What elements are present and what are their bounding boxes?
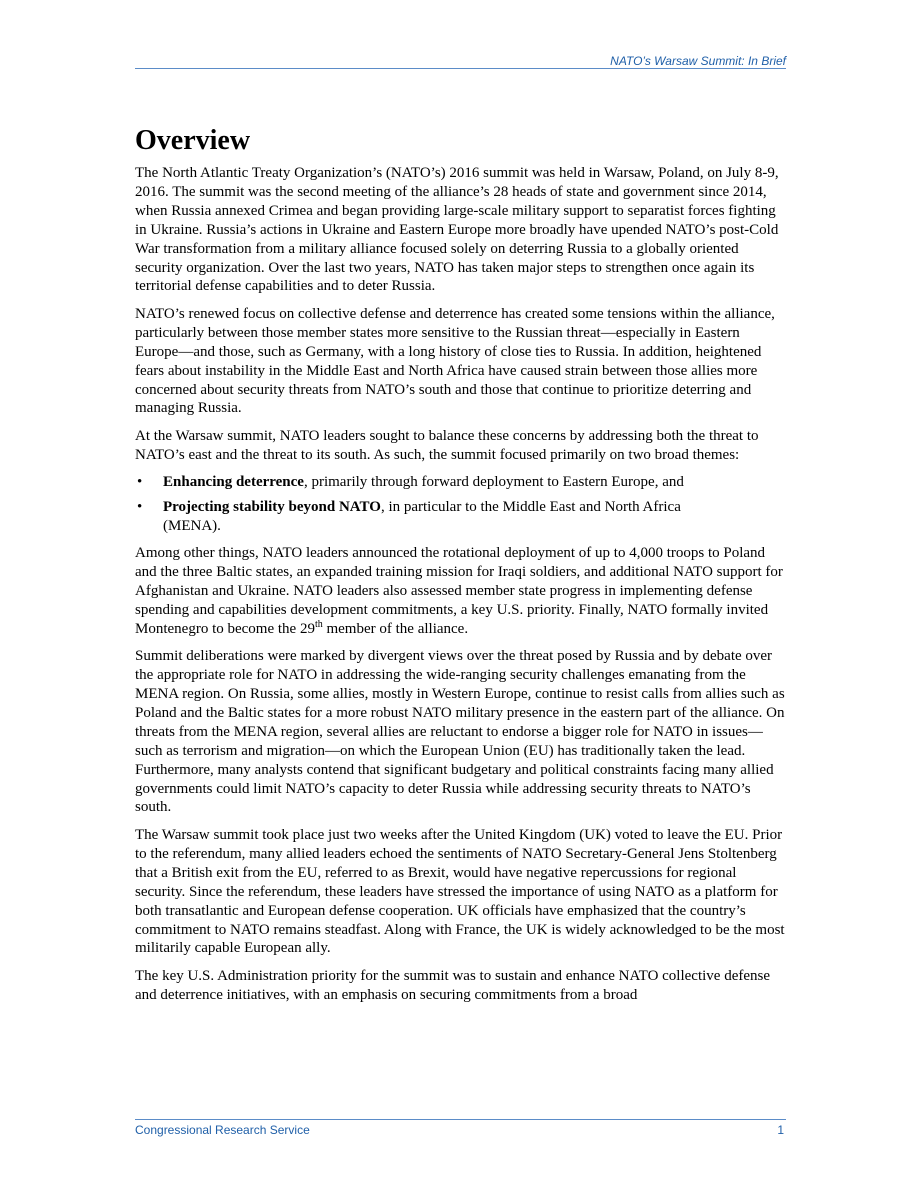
ordinal-superscript: th <box>314 618 323 630</box>
header-rule <box>135 68 786 69</box>
list-item <box>135 473 718 492</box>
footer-publisher: Congressional Research Service <box>135 1123 310 1137</box>
footer-rule <box>135 1119 786 1120</box>
paragraph-3: At the Warsaw summit, NATO leaders sought to balance these concerns by addressing both the threat to NATO’s east and the threat to its south. As such, the summit focused primarily on two broad themes: <box>135 427 759 463</box>
paragraph-4-text: Among other things, NATO leaders announced the rotational deployment of up to 4,000 troops to Poland and the three Baltic states, an expanded training mission for Iraqi soldiers, and additional NATO support for Afghanistan and Ukraine. NATO leaders also assessed member state progress in implementing defense spending and capabilities development commitments, a key U.S. priority. Finally, NATO formally invited Montenegro to become the 29 <box>135 545 783 637</box>
theme-list <box>135 473 786 536</box>
page-number: 1 <box>777 1123 784 1137</box>
paragraph-4 <box>135 544 786 639</box>
bullet-bold-term: Enhancing deterrence <box>163 474 304 491</box>
page-body <box>135 122 786 1013</box>
bullet-bold-term: Projecting stability beyond NATO <box>163 499 381 516</box>
bullet-marker: • <box>137 474 143 491</box>
section-title: Overview <box>135 125 251 156</box>
paragraph-2: NATO’s renewed focus on collective defense and deterrence has created some tensions within the alliance, particularly between those member states more sensitive to the Russian threat—especially in Eastern Europe—and those, such as Germany, with a long history of close ties to Russia. In addition, heightened fears about instability in the Middle East and North Africa have caused strain between those allies more concerned about security threats from NATO’s south and those that continue to prioritize deterring and managing Russia. <box>135 305 775 417</box>
list-item <box>135 498 718 536</box>
bullet-text: , in particular to the Middle East and North Africa (MENA). <box>163 499 681 535</box>
bullet-text: , primarily through forward deployment to Eastern Europe, and <box>303 474 684 491</box>
paragraph-7: The key U.S. Administration priority for the summit was to sustain and enhance NATO collective defense and deterrence initiatives, with an emphasis on securing commitments from a broad <box>135 967 771 1003</box>
paragraph-5: Summit deliberations were marked by divergent views over the threat posed by Russia and by debate over the appropriate role for NATO in addressing the wide-ranging security challenges emanating from the MENA region. On Russia, some allies, mostly in Western Europe, continue to resist calls from allies such as Poland and the Baltic states for a more robust NATO military presence in the eastern part of the alliance. On threats from the MENA region, several allies are reluctant to endorse a bigger role for NATO in issues—such as terrorism and migration—on which the European Union (EU) has traditionally taken the lead. Furthermore, many analysts contend that significant budgetary and political constraints facing many allied governments could limit NATO’s capacity to deter Russia while addressing security threats to NATO’s south. <box>135 648 785 816</box>
bullet-marker: • <box>137 499 143 516</box>
paragraph-1: The North Atlantic Treaty Organization’s (NATO’s) 2016 summit was held in Warsaw, Poland, on July 8-9, 2016. The summit was the second meeting of the alliance’s 28 heads of state and government since 2014, when Russia annexed Crimea and began providing large-scale military support to separatist forces fighting in Ukraine. Russia’s actions in Ukraine and Eastern Europe more broadly have upended NATO’s post-Cold War transformation from a military alliance focused solely on deterring Russia to a globally oriented security organization. Over the last two years, NATO has taken major steps to strengthen once again its territorial defense capabilities and to deter Russia. <box>135 165 779 295</box>
running-header: NATO’s Warsaw Summit: In Brief <box>610 54 786 68</box>
paragraph-6: The Warsaw summit took place just two weeks after the United Kingdom (UK) voted to leave the EU. Prior to the referendum, many allied leaders echoed the sentiments of NATO Secretary-General Jens Stoltenberg that a British exit from the EU, referred to as Brexit, would have negative repercussions for regional security. Since the referendum, these leaders have stressed the importance of using NATO as a platform for both transatlantic and European defense cooperation. UK officials have emphasized that the country’s commitment to NATO remains steadfast. Along with France, the UK is widely acknowledged to be the most militarily capable European ally. <box>135 826 785 957</box>
paragraph-4-tail: member of the alliance. <box>322 620 469 637</box>
